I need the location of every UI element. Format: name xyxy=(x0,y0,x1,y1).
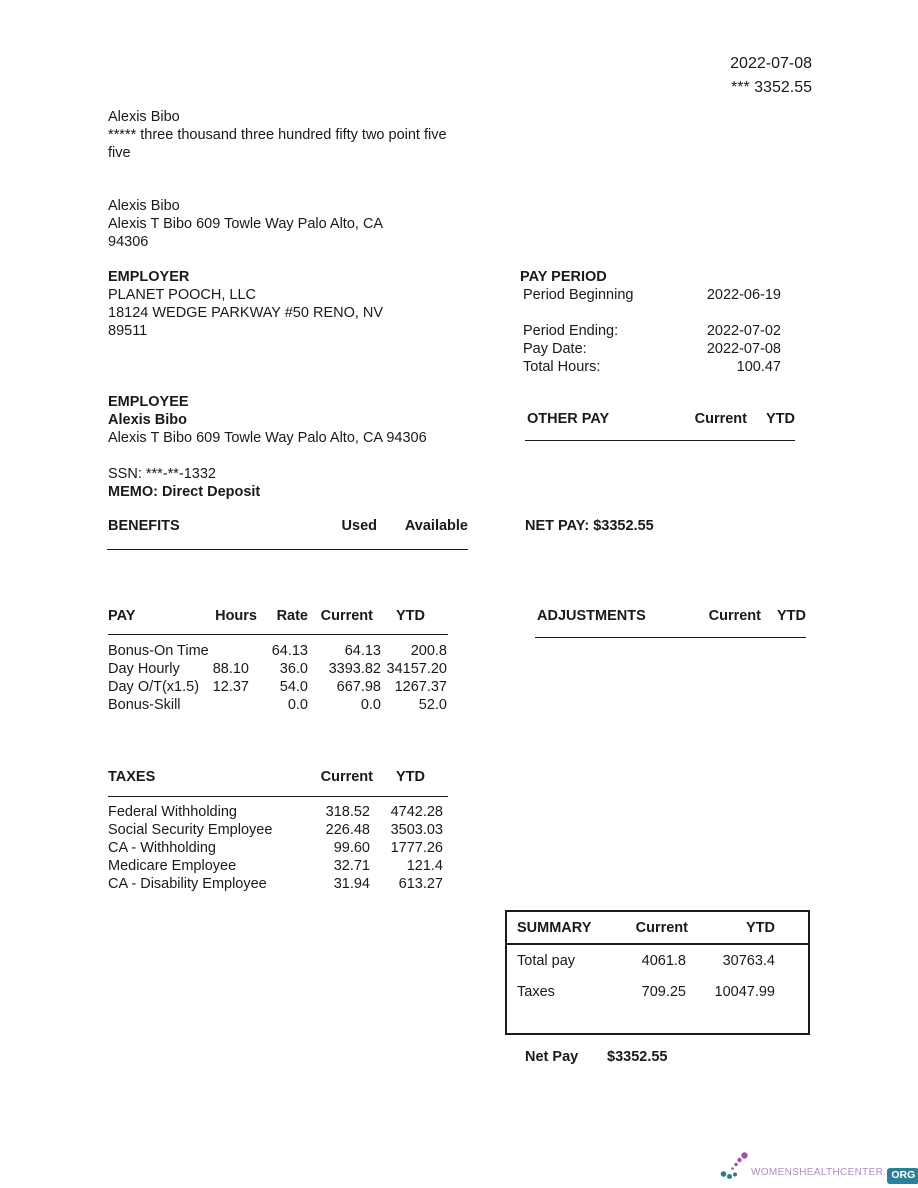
pay-row-current: 3393.82 xyxy=(328,661,381,677)
net-pay-footer-value: $3352.55 xyxy=(607,1049,668,1065)
pay-period-row xyxy=(520,286,781,304)
summary-title: SUMMARY xyxy=(517,920,592,936)
check-address-block xyxy=(108,197,383,251)
pay-row-ytd: 34157.20 xyxy=(386,661,447,677)
employee-name: Alexis Bibo xyxy=(108,412,187,428)
pay-row-current: 0.0 xyxy=(360,697,381,713)
taxes-row-label: Federal Withholding xyxy=(108,804,237,820)
taxes-table-header xyxy=(108,768,448,797)
employee-memo: MEMO: Direct Deposit xyxy=(108,484,261,500)
pay-row xyxy=(108,660,448,678)
pay-row xyxy=(108,696,448,714)
taxes-row xyxy=(108,857,448,875)
taxes-row-current: 226.48 xyxy=(325,822,370,838)
check-name: Alexis Bibo xyxy=(108,198,180,214)
net-pay-footer xyxy=(525,1048,785,1066)
check-address-line2: 94306 xyxy=(108,234,149,250)
pay-period-value: 2022-06-19 xyxy=(706,287,781,303)
pay-period-row xyxy=(520,358,781,376)
pay-period-value: 2022-07-02 xyxy=(706,323,781,339)
taxes-row-ytd: 3503.03 xyxy=(390,822,443,838)
check-payee-block xyxy=(108,108,447,162)
other-pay-col-ytd: YTD xyxy=(766,411,795,427)
taxes-table-rows xyxy=(108,803,448,893)
pay-period-label: Period Beginning xyxy=(523,287,634,303)
summary-row-current: 709.25 xyxy=(641,984,686,1000)
pay-row-hours: 88.10 xyxy=(212,661,249,677)
taxes-row-ytd: 4742.28 xyxy=(390,804,443,820)
pay-period-label: Pay Date: xyxy=(523,341,587,357)
footer-logo-text: WOMENSHEALTHCENTER. xyxy=(751,1167,887,1178)
pay-period-row xyxy=(520,340,781,358)
taxes-row-current: 99.60 xyxy=(333,840,370,856)
pay-col-current: Current xyxy=(320,608,373,624)
footer-logo-badge: ORG xyxy=(887,1168,918,1184)
summary-col-ytd: YTD xyxy=(746,920,775,936)
summary-row-label: Total pay xyxy=(517,953,576,969)
employer-title: EMPLOYER xyxy=(108,269,190,285)
taxes-row xyxy=(108,839,448,857)
check-masked-amount: *** 3352.55 xyxy=(731,78,812,96)
pay-table-title: PAY xyxy=(108,608,136,624)
net-pay-footer-label: Net Pay xyxy=(525,1049,579,1065)
benefits-header xyxy=(107,517,468,550)
summary-box xyxy=(505,910,810,1035)
pay-col-rate: Rate xyxy=(276,608,308,624)
taxes-row xyxy=(108,821,448,839)
dots-swirl-icon xyxy=(719,1149,749,1185)
pay-period-label: Total Hours: xyxy=(523,359,601,375)
pay-period-label: Period Ending: xyxy=(523,323,619,339)
summary-divider xyxy=(507,943,808,945)
pay-row-ytd: 52.0 xyxy=(418,697,447,713)
summary-row-ytd: 10047.99 xyxy=(714,984,775,1000)
pay-row-rate: 64.13 xyxy=(271,643,308,659)
amount-words-line1: ***** three thousand three hundred fifty two point five xyxy=(108,127,447,143)
other-pay-col-current: Current xyxy=(694,411,747,427)
employee-ssn: SSN: ***-**-1332 xyxy=(108,466,216,482)
amount-words-line2: five xyxy=(108,145,131,161)
pay-row-current: 667.98 xyxy=(336,679,381,695)
benefits-col-available: Available xyxy=(404,518,468,534)
adjustments-col-current: Current xyxy=(708,608,761,624)
check-date-block xyxy=(730,52,812,99)
other-pay-title: OTHER PAY xyxy=(527,411,610,427)
check-address-line1: Alexis T Bibo 609 Towle Way Palo Alto, CA xyxy=(108,216,384,232)
pay-row-rate: 54.0 xyxy=(279,679,308,695)
employer-name: PLANET POOCH, LLC xyxy=(108,287,257,303)
pay-row-ytd: 1267.37 xyxy=(394,679,447,695)
taxes-table xyxy=(108,768,448,893)
taxes-row-current: 32.71 xyxy=(333,858,370,874)
pay-row-label: Day Hourly xyxy=(108,661,180,677)
employer-address-line2: 89511 xyxy=(108,323,148,339)
check-date: 2022-07-08 xyxy=(730,55,812,72)
pay-row-label: Bonus-Skill xyxy=(108,697,181,713)
taxes-row-current: 31.94 xyxy=(333,876,370,892)
taxes-row-label: Social Security Employee xyxy=(108,822,273,838)
benefits-title: BENEFITS xyxy=(108,518,180,534)
pay-row-rate: 0.0 xyxy=(287,697,308,713)
pay-row-hours: 12.37 xyxy=(212,679,249,695)
pay-table xyxy=(108,607,448,714)
employee-title: EMPLOYEE xyxy=(108,394,189,410)
pay-row xyxy=(108,642,448,660)
employee-address: Alexis T Bibo 609 Towle Way Palo Alto, CA 94306 xyxy=(108,430,427,446)
benefits-col-used: Used xyxy=(341,518,377,534)
footer-logo xyxy=(719,1149,918,1185)
pay-period-block xyxy=(520,268,781,376)
pay-row-label: Bonus-On Time xyxy=(108,643,209,659)
taxes-row-ytd: 1777.26 xyxy=(390,840,443,856)
pay-row xyxy=(108,678,448,696)
adjustments-header xyxy=(535,607,806,638)
pay-col-hours: Hours xyxy=(215,608,257,624)
adjustments-col-ytd: YTD xyxy=(777,608,806,624)
pay-period-row xyxy=(520,322,781,340)
taxes-row-label: Medicare Employee xyxy=(108,858,237,874)
pay-row-rate: 36.0 xyxy=(279,661,308,677)
taxes-row-label: CA - Withholding xyxy=(108,840,216,856)
summary-row-current: 4061.8 xyxy=(641,953,686,969)
summary-col-current: Current xyxy=(635,920,688,936)
taxes-table-title: TAXES xyxy=(108,769,156,785)
employer-address-line1: 18124 WEDGE PARKWAY #50 RENO, NV xyxy=(108,305,384,321)
pay-period-spacer xyxy=(520,304,781,322)
employer-block xyxy=(108,268,383,340)
taxes-row xyxy=(108,803,448,821)
net-pay-line: NET PAY: $3352.55 xyxy=(525,518,654,534)
taxes-col-current: Current xyxy=(320,769,373,785)
summary-row-ytd: 30763.4 xyxy=(722,953,775,969)
taxes-row-ytd: 613.27 xyxy=(398,876,443,892)
taxes-row-current: 318.52 xyxy=(325,804,370,820)
pay-period-value: 100.47 xyxy=(736,359,781,375)
taxes-row-ytd: 121.4 xyxy=(406,858,443,874)
pay-period-value: 2022-07-08 xyxy=(706,341,781,357)
pay-row-ytd: 200.8 xyxy=(410,643,447,659)
pay-table-rows xyxy=(108,642,448,714)
other-pay-header xyxy=(525,410,795,441)
pay-row-current: 64.13 xyxy=(344,643,381,659)
pay-table-header xyxy=(108,607,448,635)
taxes-row-label: CA - Disability Employee xyxy=(108,876,267,892)
payee-name: Alexis Bibo xyxy=(108,109,180,125)
summary-row-label: Taxes xyxy=(517,984,555,1000)
pay-period-title: PAY PERIOD xyxy=(520,269,607,285)
employee-block xyxy=(108,393,427,447)
adjustments-title: ADJUSTMENTS xyxy=(537,608,646,624)
taxes-col-ytd: YTD xyxy=(396,769,425,785)
taxes-row xyxy=(108,875,448,893)
pay-col-ytd: YTD xyxy=(396,608,425,624)
pay-row-label: Day O/T(x1.5) xyxy=(108,679,200,695)
